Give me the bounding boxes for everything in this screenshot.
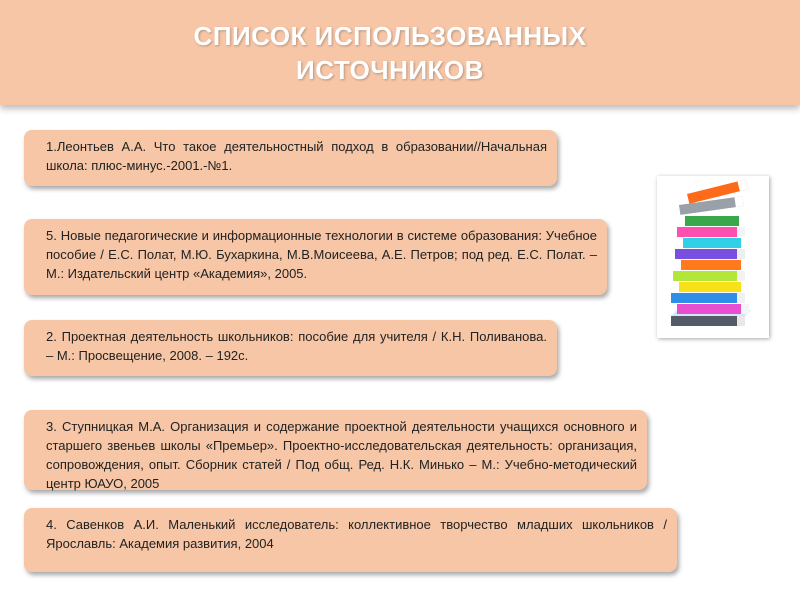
reference-body: Проектная деятельность школьников: пособие для учителя / К.Н. Поливанова. – М.: Просвещение, 2008. – 192с. (46, 329, 547, 363)
reference-number: 3. (46, 419, 57, 434)
reference-text (46, 515, 667, 553)
reference-number: 4. (46, 517, 57, 532)
reference-number: 1. (46, 139, 57, 154)
books-image (657, 176, 769, 338)
stack-of-books-icon (657, 176, 769, 338)
reference-number: 5. (46, 228, 57, 243)
reference-text (46, 417, 637, 493)
slide-title: СПИСОК ИСПОЛЬЗОВАННЫХ ИСТОЧНИКОВ (193, 20, 587, 85)
reference-text (46, 327, 547, 365)
reference-item-1 (24, 130, 557, 186)
title-band (0, 0, 800, 105)
reference-body: Савенков А.И. Маленький исследователь: коллективное творчество младших школьников / Ярославль: Академия развития, 2004 (46, 517, 667, 551)
reference-body: Леонтьев А.А. Что такое деятельностный подход в образовании//Начальная школа: плюс-минус.-2001.-№1. (46, 139, 547, 173)
reference-body: Ступницкая М.А. Организация и содержание проектной деятельности учащихся основного и старшего звеньев школы «Премьер». Проектно-исследовательская деятельность: организация, сопровождения, опыт. Сборник статей / Под общ. Ред. Н.К. Минько – М.: Учебно-методический центр ЮАУО, 2005 (46, 419, 637, 491)
reference-item-4 (24, 508, 677, 572)
reference-number: 2. (46, 329, 57, 344)
reference-text (46, 137, 547, 175)
reference-item-3 (24, 410, 647, 490)
reference-item-2 (24, 320, 557, 376)
reference-item-5 (24, 219, 607, 295)
reference-text (46, 226, 597, 283)
reference-body: Новые педагогические и информационные технологии в системе образования: Учебное пособие / Е.С. Полат, М.Ю. Бухаркина, М.В.Моисеева, А.Е. Петров; под ред. Е.С. Полат. – М.: Издательский центр «Академия», 2005. (46, 228, 597, 281)
